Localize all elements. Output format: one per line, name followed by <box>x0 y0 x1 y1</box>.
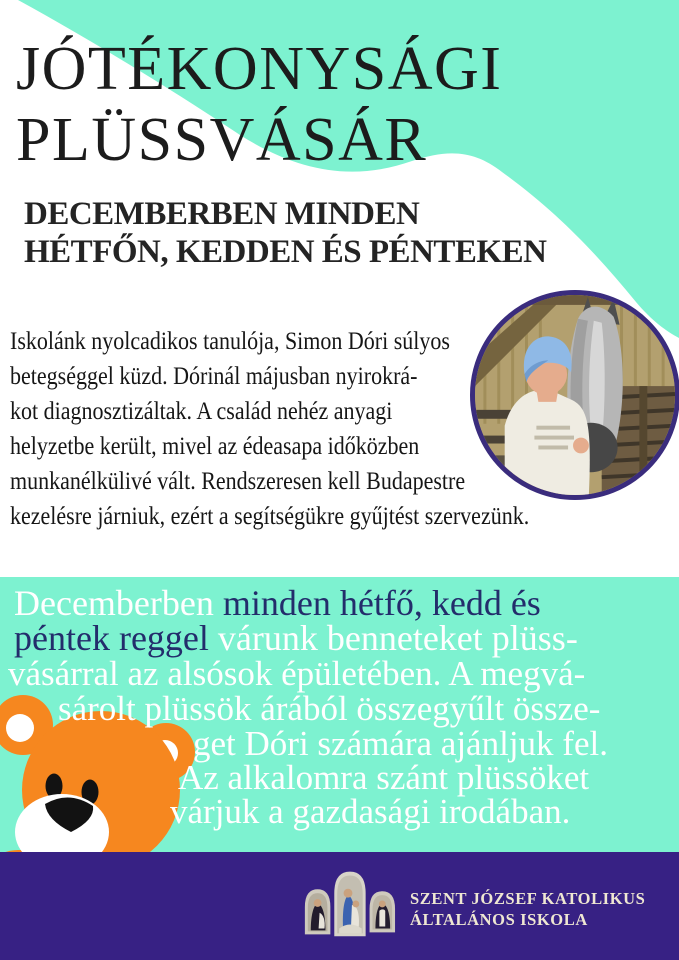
photo-girl-with-horse <box>470 290 679 500</box>
announcement-line: vásárral az alsósok épületében. A megvá- <box>8 654 586 693</box>
announcement-highlight-navy: minden hétfő, kedd és <box>222 583 541 623</box>
announcement-line: sárolt plüssök árából összegyűlt össze- <box>58 689 601 728</box>
announcement-line: Az alkalomra szánt plüssöket <box>178 758 590 797</box>
intro-line: munkanélkülivé vált. Rendszeresen kell Budapestre <box>10 468 466 495</box>
intro-line: Iskolánk nyolcadikos tanulója, Simon Dóri súlyos <box>10 328 450 355</box>
intro-line: helyzetbe került, mivel az édeasapa időközben <box>10 433 420 460</box>
poster-title-line-1: JÓTÉKONYSÁGI <box>16 35 503 103</box>
intro-line: betegséggel küzd. Dórinál májusban nyirokrá- <box>10 363 418 390</box>
photo-illustration <box>475 295 675 495</box>
footer-band <box>0 852 679 960</box>
subtitle-line-2: HÉTFŐN, KEDDEN ÉS PÉNTEKEN <box>24 234 547 270</box>
announcement-highlight-navy: péntek reggel <box>14 618 218 658</box>
poster-title-line-2: PLÜSSVÁSÁR <box>16 106 428 174</box>
school-name-line-1: SZENT JÓZSEF KATOLIKUS <box>410 889 646 908</box>
announcement-highlight-white: várunk benneteket plüss- <box>217 618 578 658</box>
announcement-highlight-white: Decemberben <box>14 583 223 623</box>
intro-paragraph <box>10 324 529 534</box>
school-name-line-2: ÁLTALÁNOS ISKOLA <box>410 910 588 929</box>
announcement-line: get Dóri számára ajánljuk fel. <box>193 724 608 763</box>
school-name <box>410 888 645 930</box>
intro-line: kezelésre járniuk, ezért a segítségükre gyűjtést szervezünk. <box>10 503 530 530</box>
school-triptych-logo <box>299 867 397 937</box>
intro-line: kot diagnosztizáltak. A család nehéz anyagi <box>10 398 393 425</box>
subtitle-line-1: DECEMBERBEN MINDEN <box>24 196 420 232</box>
announcement-line: várjuk a gazdasági irodában. <box>170 792 571 831</box>
